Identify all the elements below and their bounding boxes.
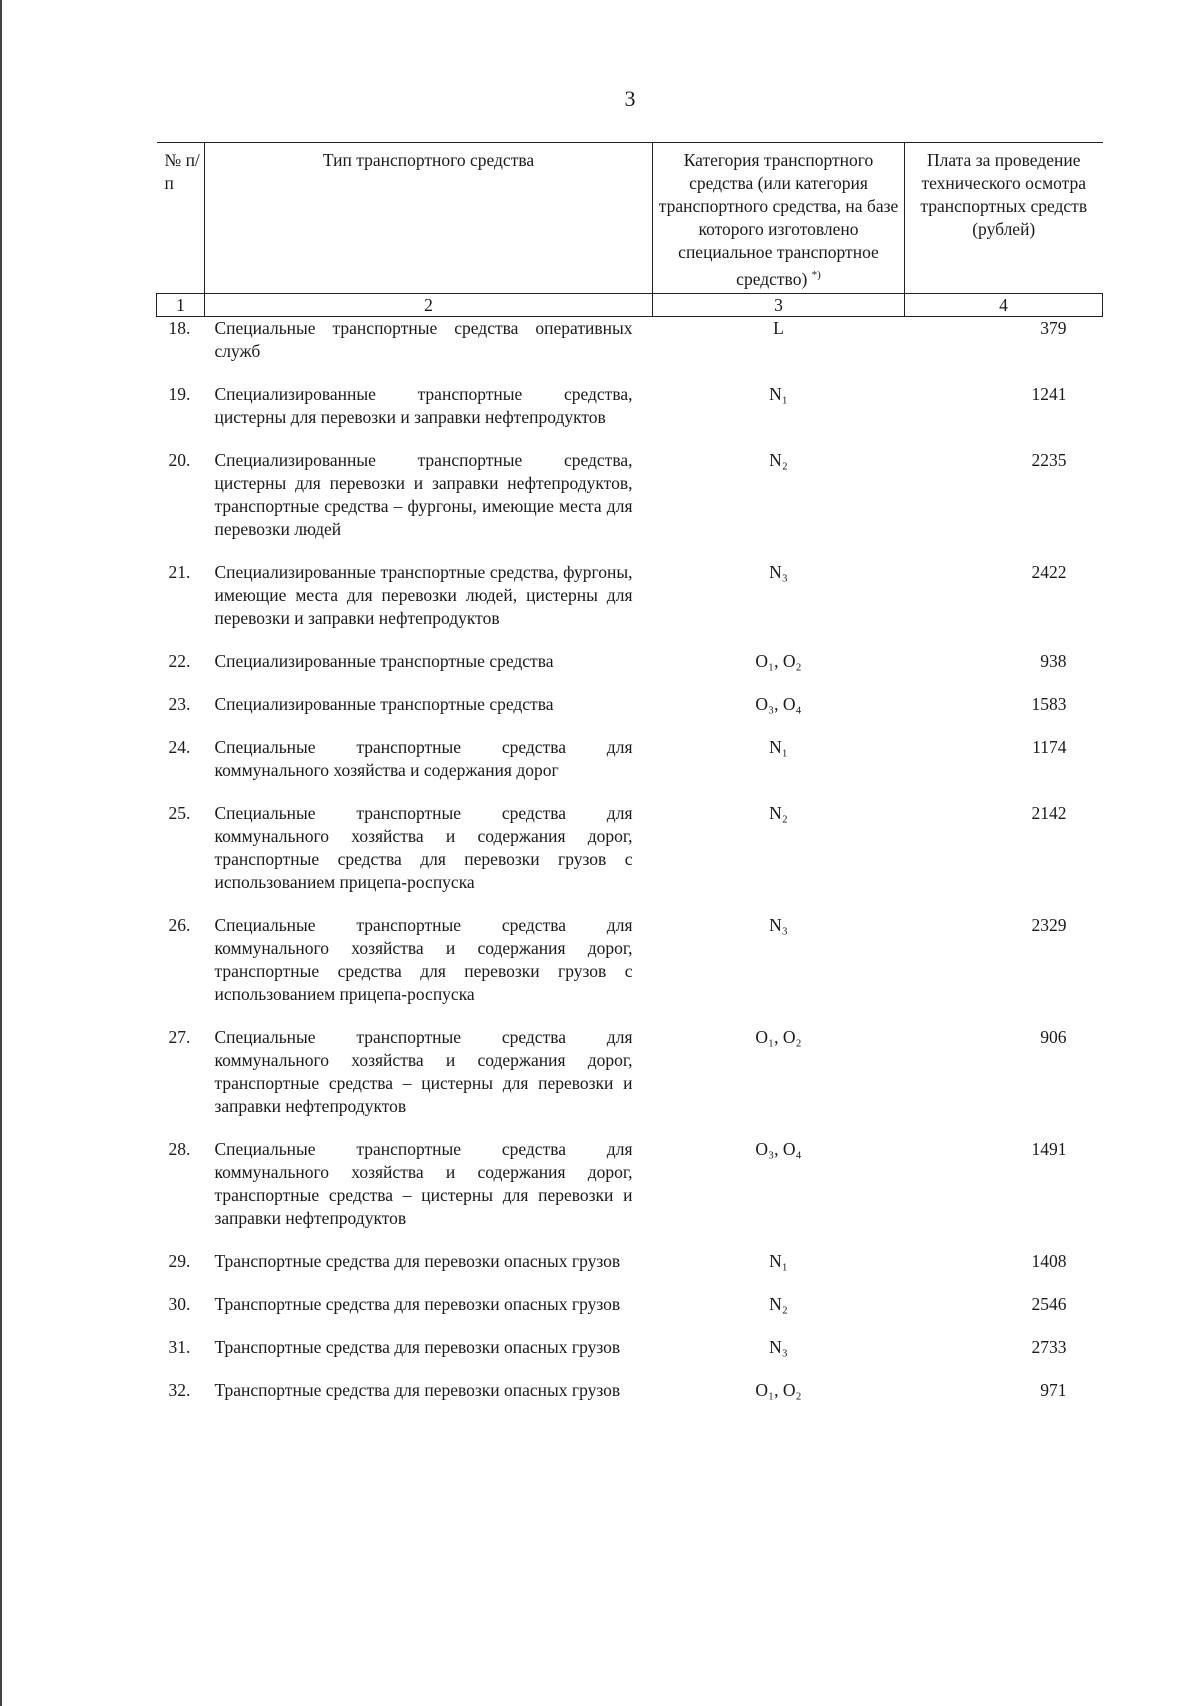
row-number: 25. (168, 802, 191, 823)
vehicle-category-cell: N₁ (769, 736, 788, 757)
row-number: 32. (168, 1379, 191, 1400)
row-spacer (157, 630, 1103, 650)
vehicle-type-cell: Транспортные средства для перевозки опасных грузов (214, 1293, 621, 1314)
table-row (157, 449, 1103, 541)
inspection-fee-cell: 1241 (1031, 383, 1067, 404)
row-spacer-cell (157, 1118, 1103, 1138)
table-row (157, 316, 1103, 363)
row-number: 24. (168, 736, 191, 757)
inspection-fee-cell: 2235 (1031, 449, 1067, 470)
row-spacer (157, 673, 1103, 693)
table-row (157, 561, 1103, 630)
inspection-fee-cell: 938 (1040, 650, 1067, 671)
table-row (157, 693, 1103, 716)
header-vehicle-category (653, 143, 905, 294)
vehicle-type-cell: Специальные транспортные средства для коммунального хозяйства и содержания дорог, транспортные средства для перевозки грузов с использованием прицепа-роспуска (214, 802, 633, 892)
inspection-fee-cell: 971 (1040, 1379, 1067, 1400)
inspection-fee-cell: 1583 (1031, 693, 1067, 714)
vehicle-category-cell: N₃ (769, 914, 788, 935)
table-row (157, 1336, 1103, 1359)
row-number: 27. (168, 1026, 191, 1047)
vehicle-category-cell: N₁ (769, 1250, 788, 1271)
row-spacer (157, 429, 1103, 449)
column-number-row (157, 293, 1103, 316)
row-number: 30. (168, 1293, 191, 1314)
vehicle-category-cell: N₂ (769, 449, 788, 470)
row-spacer (157, 1273, 1103, 1293)
table-row (157, 383, 1103, 429)
row-number: 31. (168, 1336, 191, 1357)
vehicle-category-cell: N₂ (769, 1293, 788, 1314)
inspection-fee-table (156, 142, 1103, 1402)
table-row (157, 1026, 1103, 1118)
header-vehicle-type: Тип транспортного средства (205, 143, 653, 294)
row-spacer (157, 1359, 1103, 1379)
row-spacer (157, 1230, 1103, 1250)
row-spacer-cell (157, 1316, 1103, 1336)
vehicle-type-cell: Специализированные транспортные средства, фургоны, имеющие места для перевозки людей, цистерны для перевозки и заправки нефтепродуктов (214, 561, 633, 628)
table-row (157, 802, 1103, 894)
vehicle-category-cell: N₁ (769, 383, 788, 404)
page-edge-line (0, 0, 2, 1706)
row-spacer-cell (157, 1006, 1103, 1026)
table-row (157, 650, 1103, 673)
vehicle-category-cell: N₃ (769, 561, 788, 582)
page-number: 3 (624, 86, 636, 111)
vehicle-type-cell: Специальные транспортные средства для коммунального хозяйства и содержания дорог, транспортные средства – цистерны для перевозки и заправки нефтепродуктов (214, 1026, 633, 1116)
vehicle-type-cell: Специализированные транспортные средства (214, 650, 554, 671)
column-number: 4 (905, 293, 1103, 316)
row-spacer-cell (157, 630, 1103, 650)
inspection-fee-cell: 2546 (1031, 1293, 1067, 1314)
row-spacer (157, 716, 1103, 736)
vehicle-category-cell: O₃, O₄ (755, 693, 802, 714)
table-row (157, 1138, 1103, 1230)
inspection-fee-cell: 379 (1040, 317, 1067, 338)
row-number: 19. (168, 383, 191, 404)
column-number: 2 (205, 293, 653, 316)
row-number: 21. (168, 561, 191, 582)
inspection-fee-cell: 2329 (1031, 914, 1067, 935)
row-spacer-cell (157, 1273, 1103, 1293)
vehicle-type-cell: Транспортные средства для перевозки опасных грузов (214, 1250, 621, 1271)
column-number: 3 (653, 293, 905, 316)
inspection-fee-cell: 2142 (1031, 802, 1067, 823)
row-spacer-cell (157, 782, 1103, 802)
row-number: 28. (168, 1138, 191, 1159)
inspection-fee-cell: 1491 (1031, 1138, 1067, 1159)
vehicle-category-cell: O₃, O₄ (755, 1138, 802, 1159)
table-row (157, 1379, 1103, 1402)
vehicle-type-cell: Специализированные транспортные средства, цистерны для перевозки и заправки нефтепродуктов, транспортные средства – фургоны, имеющие места для перевозки людей (214, 449, 633, 539)
vehicle-type-cell: Транспортные средства для перевозки опасных грузов (214, 1336, 621, 1357)
inspection-fee-cell: 2422 (1031, 561, 1067, 582)
header-inspection-fee: Плата за проведение технического осмотра транспортных средств (рублей) (905, 143, 1103, 294)
row-spacer (157, 782, 1103, 802)
row-spacer (157, 363, 1103, 383)
vehicle-category-cell: O₁, O₂ (755, 1026, 802, 1047)
row-spacer-cell (157, 541, 1103, 561)
row-number: 18. (168, 317, 191, 338)
row-spacer (157, 1006, 1103, 1026)
header-category-footnote: *) (811, 269, 821, 281)
row-number: 26. (168, 914, 191, 935)
inspection-fee-cell: 906 (1040, 1026, 1067, 1047)
row-number: 23. (168, 693, 191, 714)
table-body (157, 316, 1103, 1402)
vehicle-type-cell: Специальные транспортные средства для коммунального хозяйства и содержания дорог, транспортные средства – цистерны для перевозки и заправки нефтепродуктов (214, 1138, 633, 1228)
vehicle-type-cell: Специализированные транспортные средства (214, 693, 554, 714)
row-spacer (157, 1316, 1103, 1336)
row-spacer (157, 894, 1103, 914)
row-number: 20. (168, 449, 191, 470)
row-number: 29. (168, 1250, 191, 1271)
row-spacer-cell (157, 429, 1103, 449)
vehicle-category-cell: O₁, O₂ (755, 650, 802, 671)
row-number: 22. (168, 650, 191, 671)
table-row (157, 914, 1103, 1006)
table-row (157, 1293, 1103, 1316)
table-row (157, 736, 1103, 782)
row-spacer (157, 541, 1103, 561)
row-spacer-cell (157, 363, 1103, 383)
row-spacer-cell (157, 894, 1103, 914)
vehicle-category-cell: O₁, O₂ (755, 1379, 802, 1400)
vehicle-type-cell: Специальные транспортные средства оперативных служб (214, 317, 633, 361)
inspection-fee-cell: 1174 (1032, 736, 1067, 757)
vehicle-type-cell: Специализированные транспортные средства, цистерны для перевозки и заправки нефтепродуктов (214, 383, 633, 427)
vehicle-category-cell: N₃ (769, 1336, 788, 1357)
header-category-text: Категория транспортного средства (или категория транспортного средства, на базе которого изготовлено специальное транспортное средство) (658, 150, 899, 289)
row-spacer-cell (157, 716, 1103, 736)
table-row (157, 1250, 1103, 1273)
row-spacer-cell (157, 673, 1103, 693)
vehicle-category-cell: L (773, 317, 784, 338)
table-header-row (157, 143, 1103, 294)
inspection-fee-cell: 2733 (1031, 1336, 1067, 1357)
inspection-fee-cell: 1408 (1031, 1250, 1067, 1271)
vehicle-type-cell: Транспортные средства для перевозки опасных грузов (214, 1379, 621, 1400)
row-spacer-cell (157, 1230, 1103, 1250)
row-spacer-cell (157, 1359, 1103, 1379)
vehicle-type-cell: Специальные транспортные средства для коммунального хозяйства и содержания дорог (214, 736, 633, 780)
vehicle-category-cell: N₂ (769, 802, 788, 823)
row-spacer (157, 1118, 1103, 1138)
header-number: № п/п (157, 143, 205, 294)
vehicle-type-cell: Специальные транспортные средства для коммунального хозяйства и содержания дорог, транспортные средства для перевозки грузов с использованием прицепа-роспуска (214, 914, 633, 1004)
column-number: 1 (157, 293, 205, 316)
